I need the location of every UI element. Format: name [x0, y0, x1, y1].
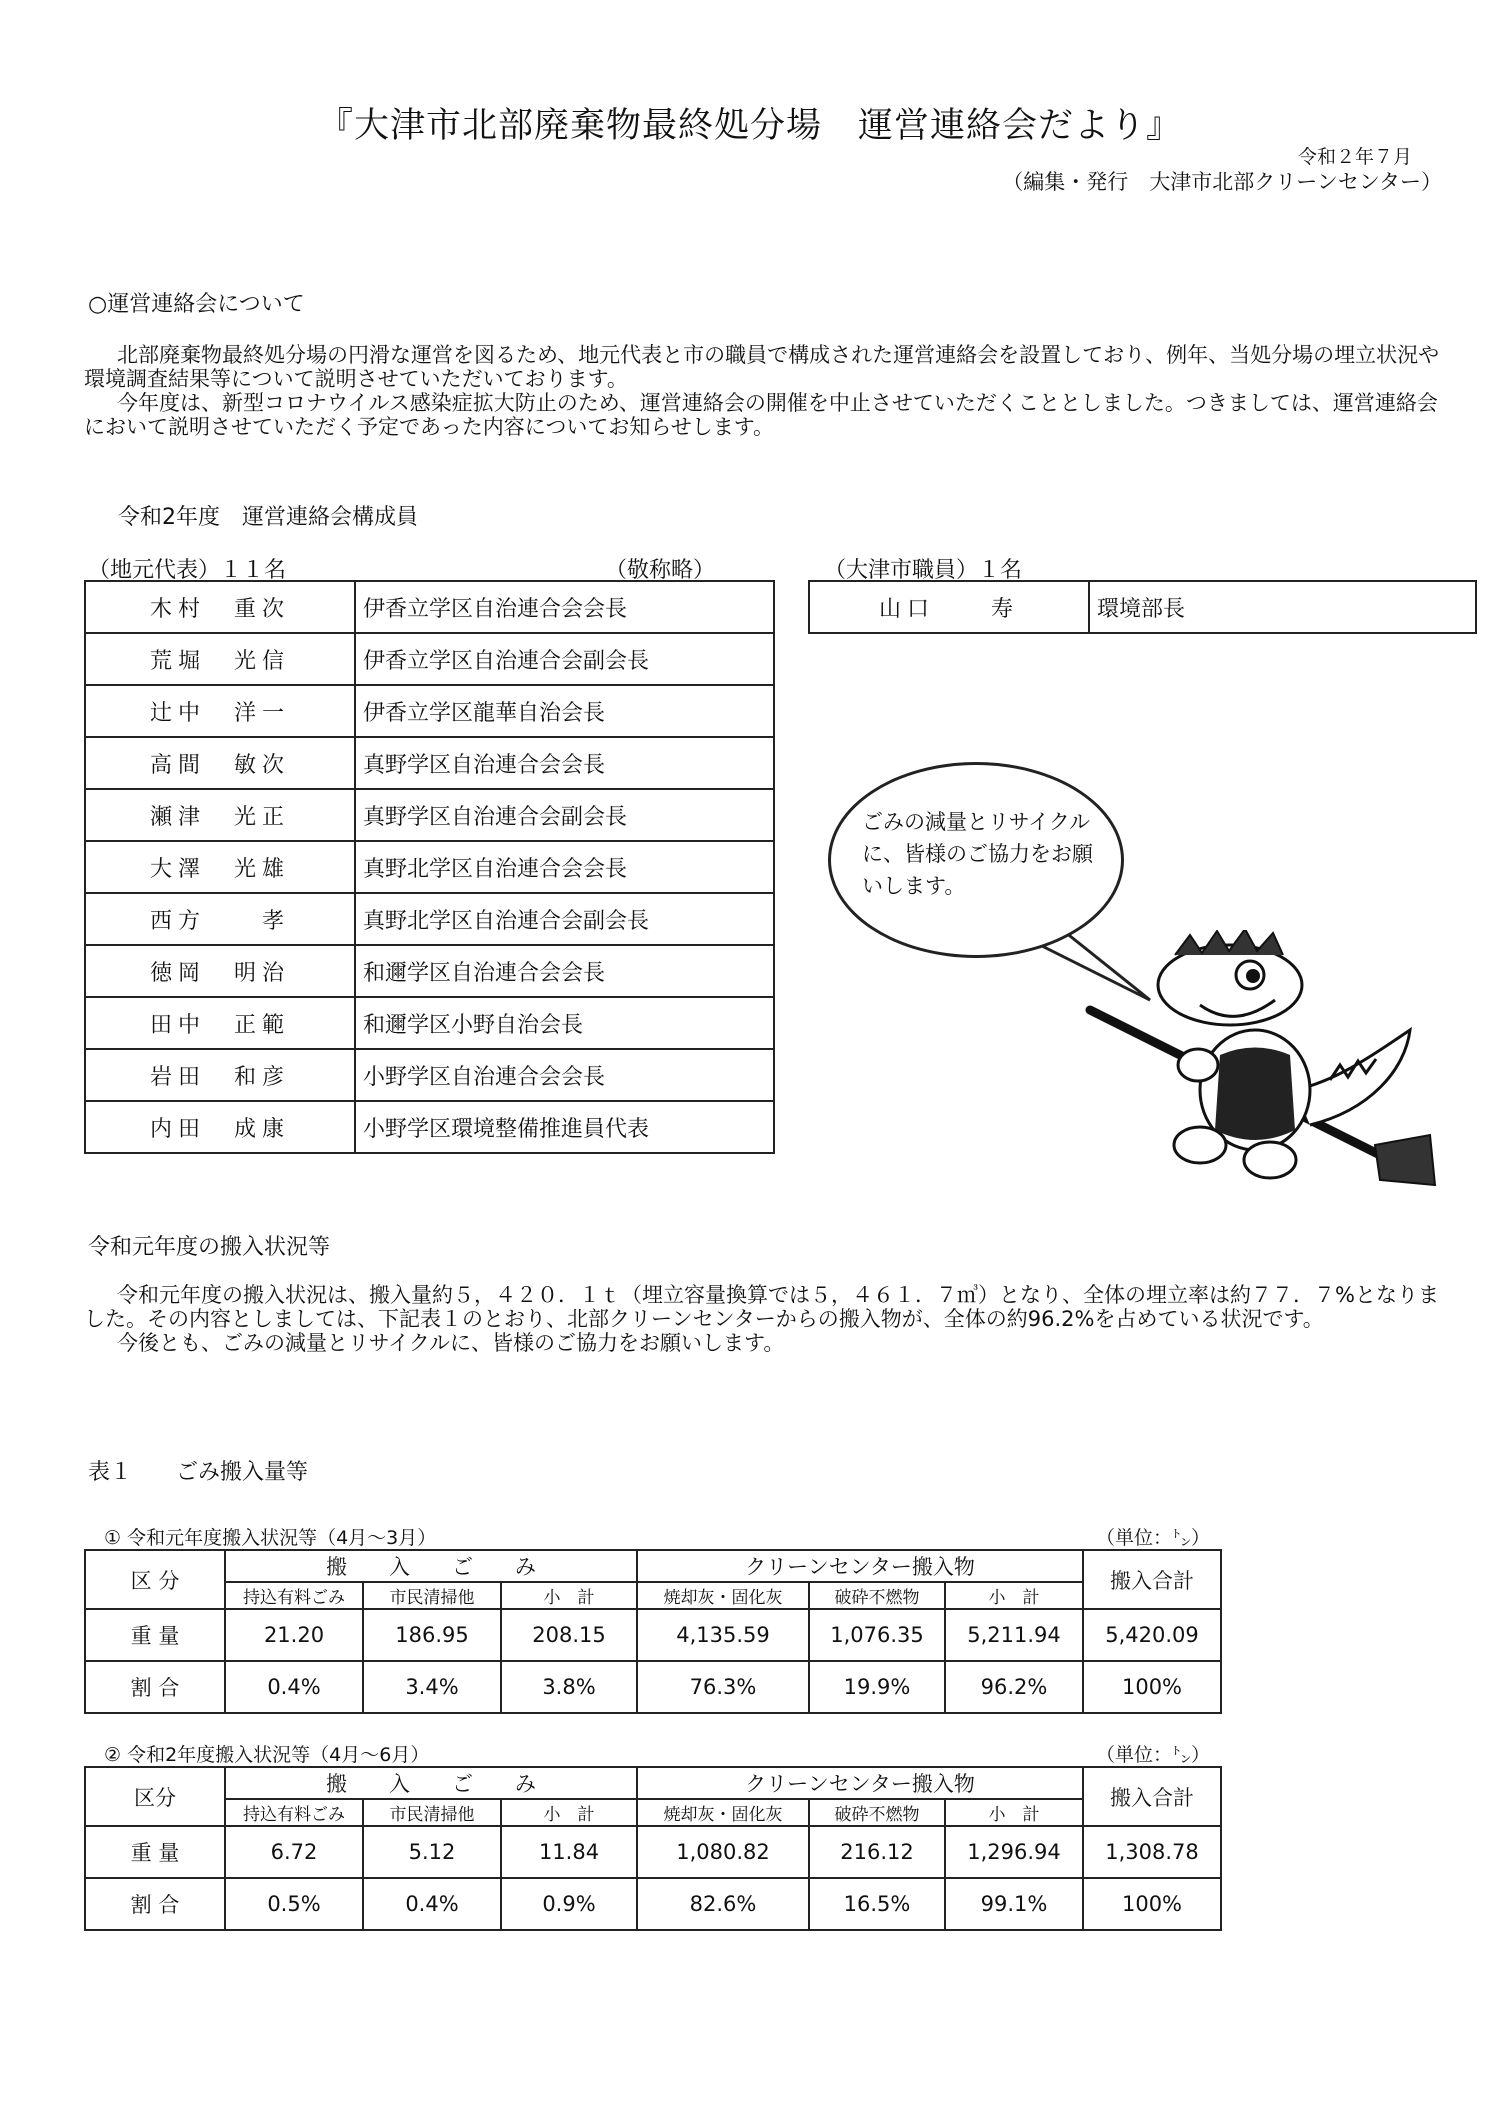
speech-bubble-text: ごみの減量とリサイクルに、皆様のご協力をお願いします。 — [862, 810, 1093, 898]
table-row — [85, 685, 774, 737]
local-members-table — [84, 580, 775, 1154]
header-center: クリーンセンター搬入物 — [637, 1550, 1083, 1582]
table-cell: 3.4% — [363, 1661, 501, 1713]
sub-header: 小 計 — [501, 1799, 637, 1826]
status-paragraph-1: 令和元年度の搬入状況は、搬入量約５，４２０．１ｔ（埋立容量換算では５，４６１．７㎥）となり、全体の埋立率は約７７．７%となりました。その内容としましては、下記表１のとおり、北部クリーンセンターからの搬入物が、全体の約96.2%を占めている状況です。 — [84, 1283, 1439, 1331]
member-role: 真野学区自治連合会会長 — [355, 737, 774, 789]
table-row — [85, 1101, 774, 1153]
table-cell: 76.3% — [637, 1661, 809, 1713]
sub-header: 市民清掃他 — [363, 1582, 501, 1609]
table-row — [85, 1878, 1221, 1930]
sub-header: 持込有料ごみ — [225, 1799, 363, 1826]
table-title: 表１ ごみ搬入量等 — [88, 1460, 309, 1485]
member-role: 真野北学区自治連合会会長 — [355, 841, 774, 893]
sub-header: 破砕不燃物 — [809, 1582, 945, 1609]
table-row — [85, 945, 774, 997]
member-name: 高間 敏次 — [85, 737, 355, 789]
table-cell: 1,308.78 — [1083, 1826, 1221, 1878]
table-cell: 208.15 — [501, 1609, 637, 1661]
table-cell: 82.6% — [637, 1878, 809, 1930]
table-cell: 1,076.35 — [809, 1609, 945, 1661]
member-name: 瀬津 光正 — [85, 789, 355, 841]
header-center: クリーンセンター搬入物 — [637, 1767, 1083, 1799]
table1-caption: ① 令和元年度搬入状況等（4月～3月） — [104, 1527, 437, 1549]
member-role: 環境部長 — [1089, 581, 1476, 633]
local-members-label: （地元代表）１１名 — [88, 558, 287, 583]
header-total: 搬入合計 — [1083, 1550, 1221, 1609]
city-members-table — [808, 580, 1477, 634]
member-role: 和邇学区自治連合会会長 — [355, 945, 774, 997]
members-heading: 令和2年度 運営連絡会構成員 — [118, 505, 418, 530]
member-name: 辻中 洋一 — [85, 685, 355, 737]
member-role: 伊香立学区自治連合会会長 — [355, 581, 774, 633]
table-cell: 5.12 — [363, 1826, 501, 1878]
row-label: 割 合 — [85, 1878, 225, 1930]
member-name: 岩田 和彦 — [85, 1049, 355, 1101]
table-cell: 186.95 — [363, 1609, 501, 1661]
sub-header: 持込有料ごみ — [225, 1582, 363, 1609]
table-row — [85, 1609, 1221, 1661]
table-row — [85, 841, 774, 893]
table-cell: 16.5% — [809, 1878, 945, 1930]
table-row — [85, 581, 774, 633]
row-label: 重 量 — [85, 1826, 225, 1878]
status-paragraph-2: 今後とも、ごみの減量とリサイクルに、皆様のご協力をお願いします。 — [117, 1331, 785, 1355]
table-row — [85, 633, 774, 685]
header-kubun: 区分 — [85, 1767, 225, 1826]
table-cell: 0.4% — [225, 1661, 363, 1713]
member-role: 伊香立学区龍華自治会長 — [355, 685, 774, 737]
broom-head — [1375, 1135, 1435, 1185]
table-row — [85, 1826, 1221, 1878]
table-cell: 4,135.59 — [637, 1609, 809, 1661]
sub-header: 小 計 — [945, 1582, 1083, 1609]
table1-unit: （単位：㌧） — [1096, 1527, 1211, 1549]
about-paragraph-2: 今年度は、新型コロナウイルス感染症拡大防止のため、運営連絡会の開催を中止させていただくこととしました。つきましては、運営連絡会において説明させていただく予定であった内容についてお知らせします。 — [84, 391, 1438, 439]
row-label: 重 量 — [85, 1609, 225, 1661]
mascot-dinosaur-icon — [1080, 930, 1440, 1190]
about-heading: ○運営連絡会について — [88, 292, 305, 317]
member-role: 小野学区自治連合会会長 — [355, 1049, 774, 1101]
table-cell: 216.12 — [809, 1826, 945, 1878]
table-row — [85, 997, 774, 1049]
member-name: 山口 寿 — [809, 581, 1089, 633]
table2-unit: （単位：㌧） — [1096, 1744, 1211, 1766]
table-row — [85, 737, 774, 789]
intake-table-reiwa2 — [84, 1766, 1222, 1931]
table-cell: 6.72 — [225, 1826, 363, 1878]
member-role: 和邇学区小野自治会長 — [355, 997, 774, 1049]
member-name: 木村 重次 — [85, 581, 355, 633]
table-cell: 100% — [1083, 1661, 1221, 1713]
status-body — [84, 1283, 1454, 1355]
table-cell: 99.1% — [945, 1878, 1083, 1930]
row-label: 割 合 — [85, 1661, 225, 1713]
sub-header: 破砕不燃物 — [809, 1799, 945, 1826]
member-name: 田中 正範 — [85, 997, 355, 1049]
publisher: （編集・発行 大津市北部クリーンセンター） — [1002, 170, 1442, 194]
city-members-label: （大津市職員）１名 — [824, 558, 1023, 583]
member-role: 小野学区環境整備推進員代表 — [355, 1101, 774, 1153]
issue-date: 令和２年７月 — [1297, 146, 1412, 168]
table-cell: 3.8% — [501, 1661, 637, 1713]
honorific-note: （敬称略） — [605, 558, 716, 583]
member-role: 真野学区自治連合会副会長 — [355, 789, 774, 841]
table-row — [85, 893, 774, 945]
header-hannyu-gomi: 搬 入 ご み — [225, 1550, 637, 1582]
about-paragraph-1: 北部廃棄物最終処分場の円滑な運営を図るため、地元代表と市の職員で構成された運営連絡会を設置しており、例年、当処分場の埋立状況や環境調査結果等について説明させていただいております。 — [84, 343, 1440, 391]
table-cell: 1,080.82 — [637, 1826, 809, 1878]
member-name: 荒堀 光信 — [85, 633, 355, 685]
member-role: 伊香立学区自治連合会副会長 — [355, 633, 774, 685]
sub-header: 小 計 — [945, 1799, 1083, 1826]
table-cell: 100% — [1083, 1878, 1221, 1930]
intake-table-reiwa1 — [84, 1549, 1222, 1714]
table-row — [85, 789, 774, 841]
table-cell: 96.2% — [945, 1661, 1083, 1713]
table-cell: 5,211.94 — [945, 1609, 1083, 1661]
mascot-overalls — [1215, 1048, 1295, 1141]
table-cell: 0.9% — [501, 1878, 637, 1930]
member-name: 大澤 光雄 — [85, 841, 355, 893]
member-name: 内田 成康 — [85, 1101, 355, 1153]
table-row — [85, 1661, 1221, 1713]
table-cell: 5,420.09 — [1083, 1609, 1221, 1661]
sub-header: 市民清掃他 — [363, 1799, 501, 1826]
table-row — [85, 1049, 774, 1101]
header-hannyu-gomi: 搬 入 ご み — [225, 1767, 637, 1799]
header-kubun: 区 分 — [85, 1550, 225, 1609]
table-cell: 11.84 — [501, 1826, 637, 1878]
member-name: 西方 孝 — [85, 893, 355, 945]
table-cell: 19.9% — [809, 1661, 945, 1713]
table-row — [809, 581, 1476, 633]
page-title: 『大津市北部廃棄物最終処分場 運営連絡会だより』 — [317, 106, 1182, 146]
status-heading: 令和元年度の搬入状況等 — [88, 1235, 331, 1260]
member-name: 徳岡 明治 — [85, 945, 355, 997]
member-role: 真野北学区自治連合会副会長 — [355, 893, 774, 945]
sub-header: 焼却灰・固化灰 — [637, 1582, 809, 1609]
about-body — [84, 343, 1454, 439]
table-cell: 21.20 — [225, 1609, 363, 1661]
sub-header: 焼却灰・固化灰 — [637, 1799, 809, 1826]
table-cell: 0.4% — [363, 1878, 501, 1930]
header-total: 搬入合計 — [1083, 1767, 1221, 1826]
table-cell: 1,296.94 — [945, 1826, 1083, 1878]
table-cell: 0.5% — [225, 1878, 363, 1930]
sub-header: 小 計 — [501, 1582, 637, 1609]
table2-caption: ② 令和2年度搬入状況等（4月～6月） — [104, 1744, 430, 1766]
